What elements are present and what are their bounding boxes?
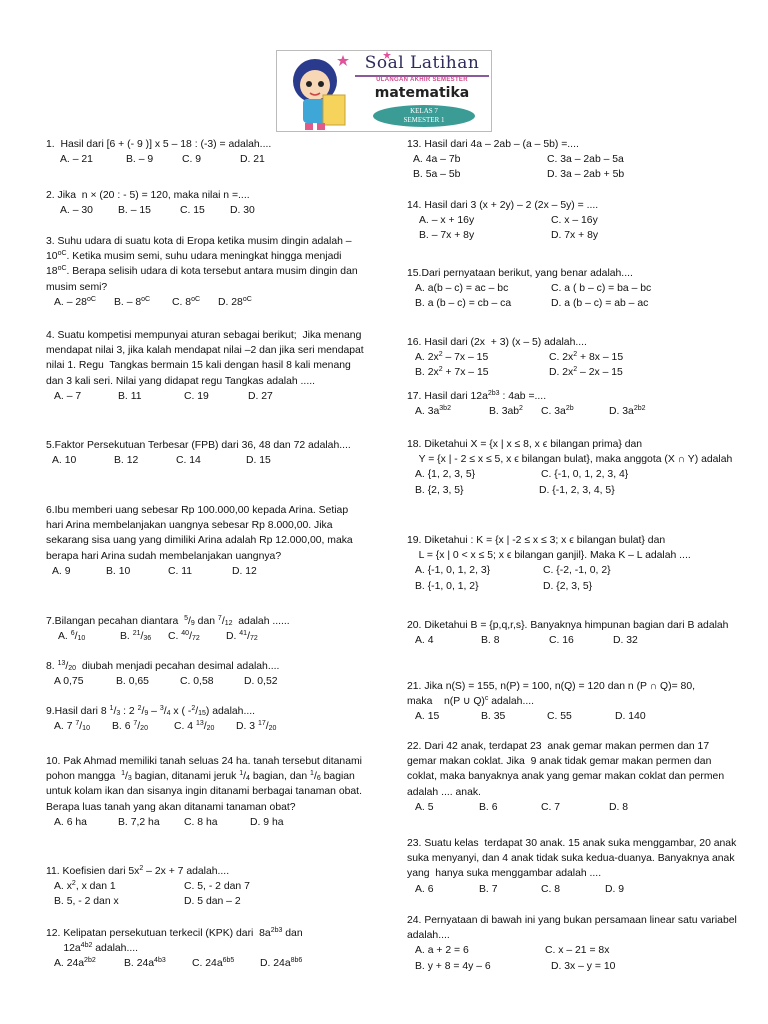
answer-option: C. 5, - 2 dan 7 <box>184 881 250 893</box>
question-item <box>407 679 737 725</box>
answer-option: B. $3ab^2$ <box>489 405 523 418</box>
question-item <box>46 926 366 972</box>
answer-option: C. 16 <box>549 635 574 647</box>
answer-option: C. $8^{oC}$ <box>172 295 201 308</box>
question-text: 19. Diketahui : K = {x | -2 ≤ x ≤ 3; x ϵ bilangan bulat} dan L = {x | 0 < x ≤ 5; x ϵ bilangan ganjil}. Maka K – L adalah .... <box>407 535 691 562</box>
answer-option: C. 8 ha <box>184 816 218 828</box>
answer-option: B. 10 <box>106 565 131 577</box>
question-text: 6.Ibu memberi uang sebesar Rp 100.000,00 kepada Arina. Setiap hari Arina membelanjakan uangnya sebesar Rp 8.000,00. Jika sekarang sisa uang yang dimiliki Arina adalah Rp 12.000,00, maka berapa hari Arina sudah membelanjakan uangnya? <box>46 505 356 562</box>
question-text: 4. Suatu kompetisi mempunyai aturan sebagai berikut; Jika menang mendapat nilai 3, jika kalah mendapat nilai –2 dan jika seri mendapat nilai 1. Regu Tangkas bermain 15 kali dengan hasil 8 kali menang dan 3 kali seri. Nilai yang didapat regu Tangkas adalah ..... <box>46 330 367 387</box>
answer-option: A. a(b – c) = ac – bc <box>415 283 509 295</box>
question-item <box>46 438 366 468</box>
answer-option: B. – $8^{oC}$ <box>114 295 151 308</box>
option-row-2 <box>407 228 737 243</box>
answer-option: A. 9 <box>52 565 71 577</box>
option-row <box>46 956 366 971</box>
semester-line: SEMESTER 1 <box>403 116 445 124</box>
answer-option: D. $3a^{2b2}$ <box>609 405 646 418</box>
answer-option: D. 21 <box>240 154 265 166</box>
answer-option: C. 3a – 2ab – 5a <box>547 154 624 166</box>
question-item <box>46 659 366 689</box>
answer-option: C. {-1, 0, 1, 2, 3, 4} <box>541 469 629 481</box>
answer-option: C. x – 21 = 8x <box>545 945 610 957</box>
answer-option: B. 8 <box>481 635 500 647</box>
option-row <box>407 709 737 724</box>
answer-option: A. – 30 <box>60 205 93 217</box>
question-item <box>46 328 366 404</box>
question-text: 16. Hasil dari (2x + 3) (x – 5) adalah.... <box>407 337 587 348</box>
answer-option: A. 10 <box>52 455 77 467</box>
question-text: 15.Dari pernyataan berikut, yang benar adalah.... <box>407 268 633 279</box>
question-text: 24. Pernyataan di bawah ini yang bukan persamaan linear satu variabel adalah.... <box>407 915 740 942</box>
option-row <box>407 152 737 167</box>
question-item <box>46 234 366 310</box>
answer-option: D. 5 dan – 2 <box>184 896 241 908</box>
option-row <box>46 389 366 404</box>
question-text: 13. Hasil dari 4a – 2ab – (a – 5b) =.... <box>407 139 579 150</box>
answer-option: B. 0,65 <box>116 676 149 688</box>
answer-option: A. – x + 16y <box>419 215 475 227</box>
question-text: 20. Diketahui B = {p,q,r,s}. Banyaknya himpunan bagian dari B adalah <box>407 620 729 631</box>
option-row <box>46 815 366 830</box>
answer-option: C. 19 <box>184 390 209 402</box>
option-row <box>407 563 737 578</box>
answer-option: D. $2x^2 - 2x - 15$ <box>549 366 623 379</box>
question-item <box>46 864 366 910</box>
answer-option: C. $2x^2 + 8x - 15$ <box>549 351 624 364</box>
option-row <box>46 719 366 734</box>
answer-option: A. 4a – 7b <box>413 154 461 166</box>
answer-option: D. 9 <box>605 883 625 895</box>
answer-option: A. $x^2$, x dan 1 <box>54 880 116 893</box>
answer-option: B. – 15 <box>118 205 151 217</box>
option-row <box>46 879 366 894</box>
question-text: 12. Kelipatan persekutuan terkecil (KPK) dari $8a^{2b3}$ dan $12a^{4b2}$ adalah.... <box>46 927 303 955</box>
option-row <box>46 203 366 218</box>
option-row <box>46 629 366 644</box>
answer-option: D. 0,52 <box>244 676 278 688</box>
option-row <box>46 152 366 167</box>
answer-option: B. 11 <box>118 390 142 402</box>
question-item <box>407 137 737 183</box>
answer-option: C. $3a^{2b}$ <box>541 405 574 418</box>
answer-option: D. 32 <box>613 635 638 647</box>
answer-option: D. a (b – c) = ab – ac <box>551 298 649 310</box>
question-item <box>407 266 737 312</box>
option-row <box>407 213 737 228</box>
answer-option: C. 4 $^{13}/_{20}$ <box>174 720 215 733</box>
answer-option: B. 5a – 5b <box>413 169 461 181</box>
option-row <box>407 281 737 296</box>
answer-option: B. – 9 <box>126 154 154 166</box>
question-text: 9.Hasil dari 8 $^1/_3$ : 2 $^2/_9 - ^3/_4$ x ( $-^2/_{15}$) adalah.... <box>46 705 256 717</box>
answer-option: A. a + 2 = 6 <box>415 945 469 957</box>
answer-option: B. $24a^{4b3}$ <box>124 957 166 970</box>
question-item <box>46 188 366 218</box>
answer-option: C. 8 <box>541 883 561 895</box>
answer-option: A. {1, 2, 3, 5} <box>415 469 476 481</box>
worksheet-header <box>276 50 492 132</box>
answer-option: C. $^{40}/_{72}$ <box>168 630 200 643</box>
option-row <box>407 943 737 958</box>
option-row <box>46 453 366 468</box>
answer-option: D. 27 <box>248 390 273 402</box>
answer-option: B. – 7x + 8y <box>419 230 475 242</box>
answer-option: B. {2, 3, 5} <box>415 484 464 496</box>
option-row-2 <box>407 959 737 974</box>
answer-option: B. 6 $^7/_{20}$ <box>112 720 148 733</box>
answer-option: A. 15 <box>415 711 440 723</box>
question-item <box>407 335 737 381</box>
answer-option: D. $24a^{8b6}$ <box>260 957 303 970</box>
question-item <box>407 389 737 419</box>
question-text: 3. Suhu udara di suatu kota di Eropa ketika musim dingin adalah – $10^{oC}$. Ketika musim semi, suhu udara meningkat hingga menjadi $18^{oC}$. Berapa selisih udara di kota tersebut antara musim dingin dan musim semi? <box>46 236 361 293</box>
question-text: 8. $^{13}/_{20}$ diubah menjadi pecahan desimal adalah.... <box>46 660 280 672</box>
answer-option: B. 35 <box>481 711 506 723</box>
answer-option: D. 3 $^{17}/_{20}$ <box>236 720 277 733</box>
option-row-2 <box>407 365 737 380</box>
answer-option: A. {-1, 0, 1, 2, 3} <box>415 565 491 577</box>
question-item <box>407 437 737 498</box>
header-title: Soal Latihan <box>364 53 480 73</box>
question-text: 22. Dari 42 anak, terdapat 23 anak gemar makan permen dan 17 gemar makan coklat. Jika 9 anak tidak gemar makan permen dan coklat, maka banyaknya anak yang gemar makan coklat dan permen adalah .... anak. <box>407 741 727 798</box>
answer-option: C. x – 16y <box>551 215 598 227</box>
question-item <box>407 836 740 897</box>
answer-option: C. 9 <box>182 154 202 166</box>
answer-option: C. a ( b – c) = ba – bc <box>551 283 652 295</box>
answer-option: D. 8 <box>609 801 629 813</box>
answer-option: B. 5, - 2 dan x <box>54 896 119 908</box>
question-item <box>46 704 366 734</box>
answer-option: D. {2, 3, 5} <box>543 580 593 592</box>
answer-option: D. 15 <box>246 455 271 467</box>
question-text: 17. Hasil dari $12a^{2b3}$ : 4ab =.... <box>407 390 547 402</box>
question-text: 18. Diketahui X = {x | x ≤ 8, x ϵ bilangan prima} dan Y = {x | - 2 ≤ x ≤ 5, x ϵ bilangan bulat}, maka anggota (X ∩ Y) adalah <box>407 439 733 466</box>
answer-option: D. 12 <box>232 565 257 577</box>
answer-option: A. $3a^{3b2}$ <box>415 405 451 418</box>
answer-option: A. $2x^2 - 7x - 15$ <box>415 351 489 364</box>
option-row <box>407 800 737 815</box>
answer-option: A. $24a^{2b2}$ <box>54 957 96 970</box>
answer-option: A. $^6/_{10}$ <box>58 630 86 643</box>
answer-option: B. $^{21}/_{36}$ <box>120 630 152 643</box>
question-item <box>46 754 366 830</box>
answer-option: A. 6 ha <box>54 816 87 828</box>
question-item <box>46 614 366 644</box>
question-text: 14. Hasil dari 3 (x + 2y) – 2 (2x – 5y) = .... <box>407 200 599 211</box>
answer-option: C. 0,58 <box>180 676 214 688</box>
question-item <box>407 618 737 648</box>
answer-option: B. 12 <box>114 455 139 467</box>
question-text: 5.Faktor Persekutuan Terbesar (FPB) dari 36, 48 dan 72 adalah.... <box>46 440 351 451</box>
answer-option: B. a (b – c) = cb – ca <box>415 298 512 310</box>
answer-option: C. 14 <box>176 455 201 467</box>
option-row-2 <box>407 167 737 182</box>
option-row <box>407 404 737 419</box>
answer-option: A. – $28^{oC}$ <box>54 295 96 308</box>
answer-option: A 0,75 <box>54 676 84 688</box>
answer-option: D. 30 <box>230 205 255 217</box>
answer-option: A. 4 <box>415 635 434 647</box>
header-subtitle: ULANGAN AKHIR SEMESTER <box>376 77 468 83</box>
question-text: 23. Suatu kelas terdapat 30 anak. 15 anak suka menggambar, 20 anak suka menyanyi, dan 4 anak tidak suka kedua-duanya. Banyaknya anak yang hanya suka menggambar adalah .... <box>407 838 740 880</box>
question-item <box>407 533 737 594</box>
answer-option: D. 3x – y = 10 <box>551 960 616 972</box>
answer-option: A. 6 <box>415 883 434 895</box>
answer-option: B. 7,2 ha <box>118 816 160 828</box>
question-item <box>407 913 740 974</box>
question-text: 10. Pak Ahmad memiliki tanah seluas 24 ha. tanah tersebut ditanami pohon mangga $^1/_3$ bagian, ditanami jeruk $^1/_4$ bagian, dan $^1/_6$ bagian untuk kolam ikan dan sisanya ingin ditanami berbagai tanaman obat. Berapa luas tanah yang akan ditanami tanaman obat? <box>46 756 365 813</box>
class-badge <box>373 105 475 127</box>
option-row <box>407 633 737 648</box>
question-text: 1. Hasil dari [6 + (- 9 )] x 5 – 18 : (-3) = adalah.... <box>46 139 272 150</box>
question-item <box>407 198 737 244</box>
option-row <box>407 467 737 482</box>
answer-option: C. 15 <box>180 205 205 217</box>
answer-option: D. 7x + 8y <box>551 230 599 242</box>
answer-option: C. 55 <box>547 711 572 723</box>
answer-option: C. {-2, -1, 0, 2} <box>543 565 611 577</box>
answer-option: D. 3a – 2ab + 5b <box>547 169 625 181</box>
answer-option: B. 6 <box>479 801 498 813</box>
option-row-2 <box>407 296 737 311</box>
answer-option: B. $2x^2 + 7x - 15$ <box>415 366 489 379</box>
question-item <box>46 137 366 167</box>
question-text: 21. Jika n(S) = 155, n(P) = 100, n(Q) = 120 dan n (P ∩ Q)= 80, maka n(P ∪ Q)$^c$ adalah.... <box>407 681 695 708</box>
answer-option: D. $28^{oC}$ <box>218 295 252 308</box>
option-row <box>46 295 366 310</box>
answer-option: A. – 7 <box>54 390 82 402</box>
option-row <box>407 882 737 897</box>
answer-option: C. $24a^{6b5}$ <box>192 957 235 970</box>
answer-option: D. 9 ha <box>250 816 284 828</box>
answer-option: A. 7 $^7/_{10}$ <box>54 720 90 733</box>
option-row <box>407 350 737 365</box>
question-text: 7.Bilangan pecahan diantara $^5/_9$ dan $^7/_{12}$ adalah ...... <box>46 615 290 627</box>
answer-option: C. 11 <box>168 565 193 577</box>
answer-option: A. 5 <box>415 801 434 813</box>
option-row-2 <box>407 483 737 498</box>
answer-option: D. 140 <box>615 711 646 723</box>
answer-option: B. 7 <box>479 883 498 895</box>
question-text: 11. Koefisien dari $5x^2 - 2x + 7$ adalah.... <box>46 865 230 877</box>
answer-option: D. $^{41}/_{72}$ <box>226 630 258 643</box>
answer-option: A. – 21 <box>60 154 93 166</box>
answer-option: B. {-1, 0, 1, 2} <box>415 580 479 592</box>
class-line: KELAS 7 <box>410 107 438 115</box>
question-item <box>46 503 366 579</box>
answer-option: D. {-1, 2, 3, 4, 5} <box>539 484 615 496</box>
header-subject: matematika <box>374 85 470 101</box>
answer-option: B. y + 8 = 4y – 6 <box>415 960 491 972</box>
option-row-2 <box>407 579 737 594</box>
question-text: 2. Jika n × (20 : - 5) = 120, maka nilai n =.... <box>46 190 250 201</box>
option-row <box>46 674 366 689</box>
answer-option: C. 7 <box>541 801 561 813</box>
option-row <box>46 564 366 579</box>
question-item <box>407 739 737 815</box>
option-row-2 <box>46 894 366 909</box>
